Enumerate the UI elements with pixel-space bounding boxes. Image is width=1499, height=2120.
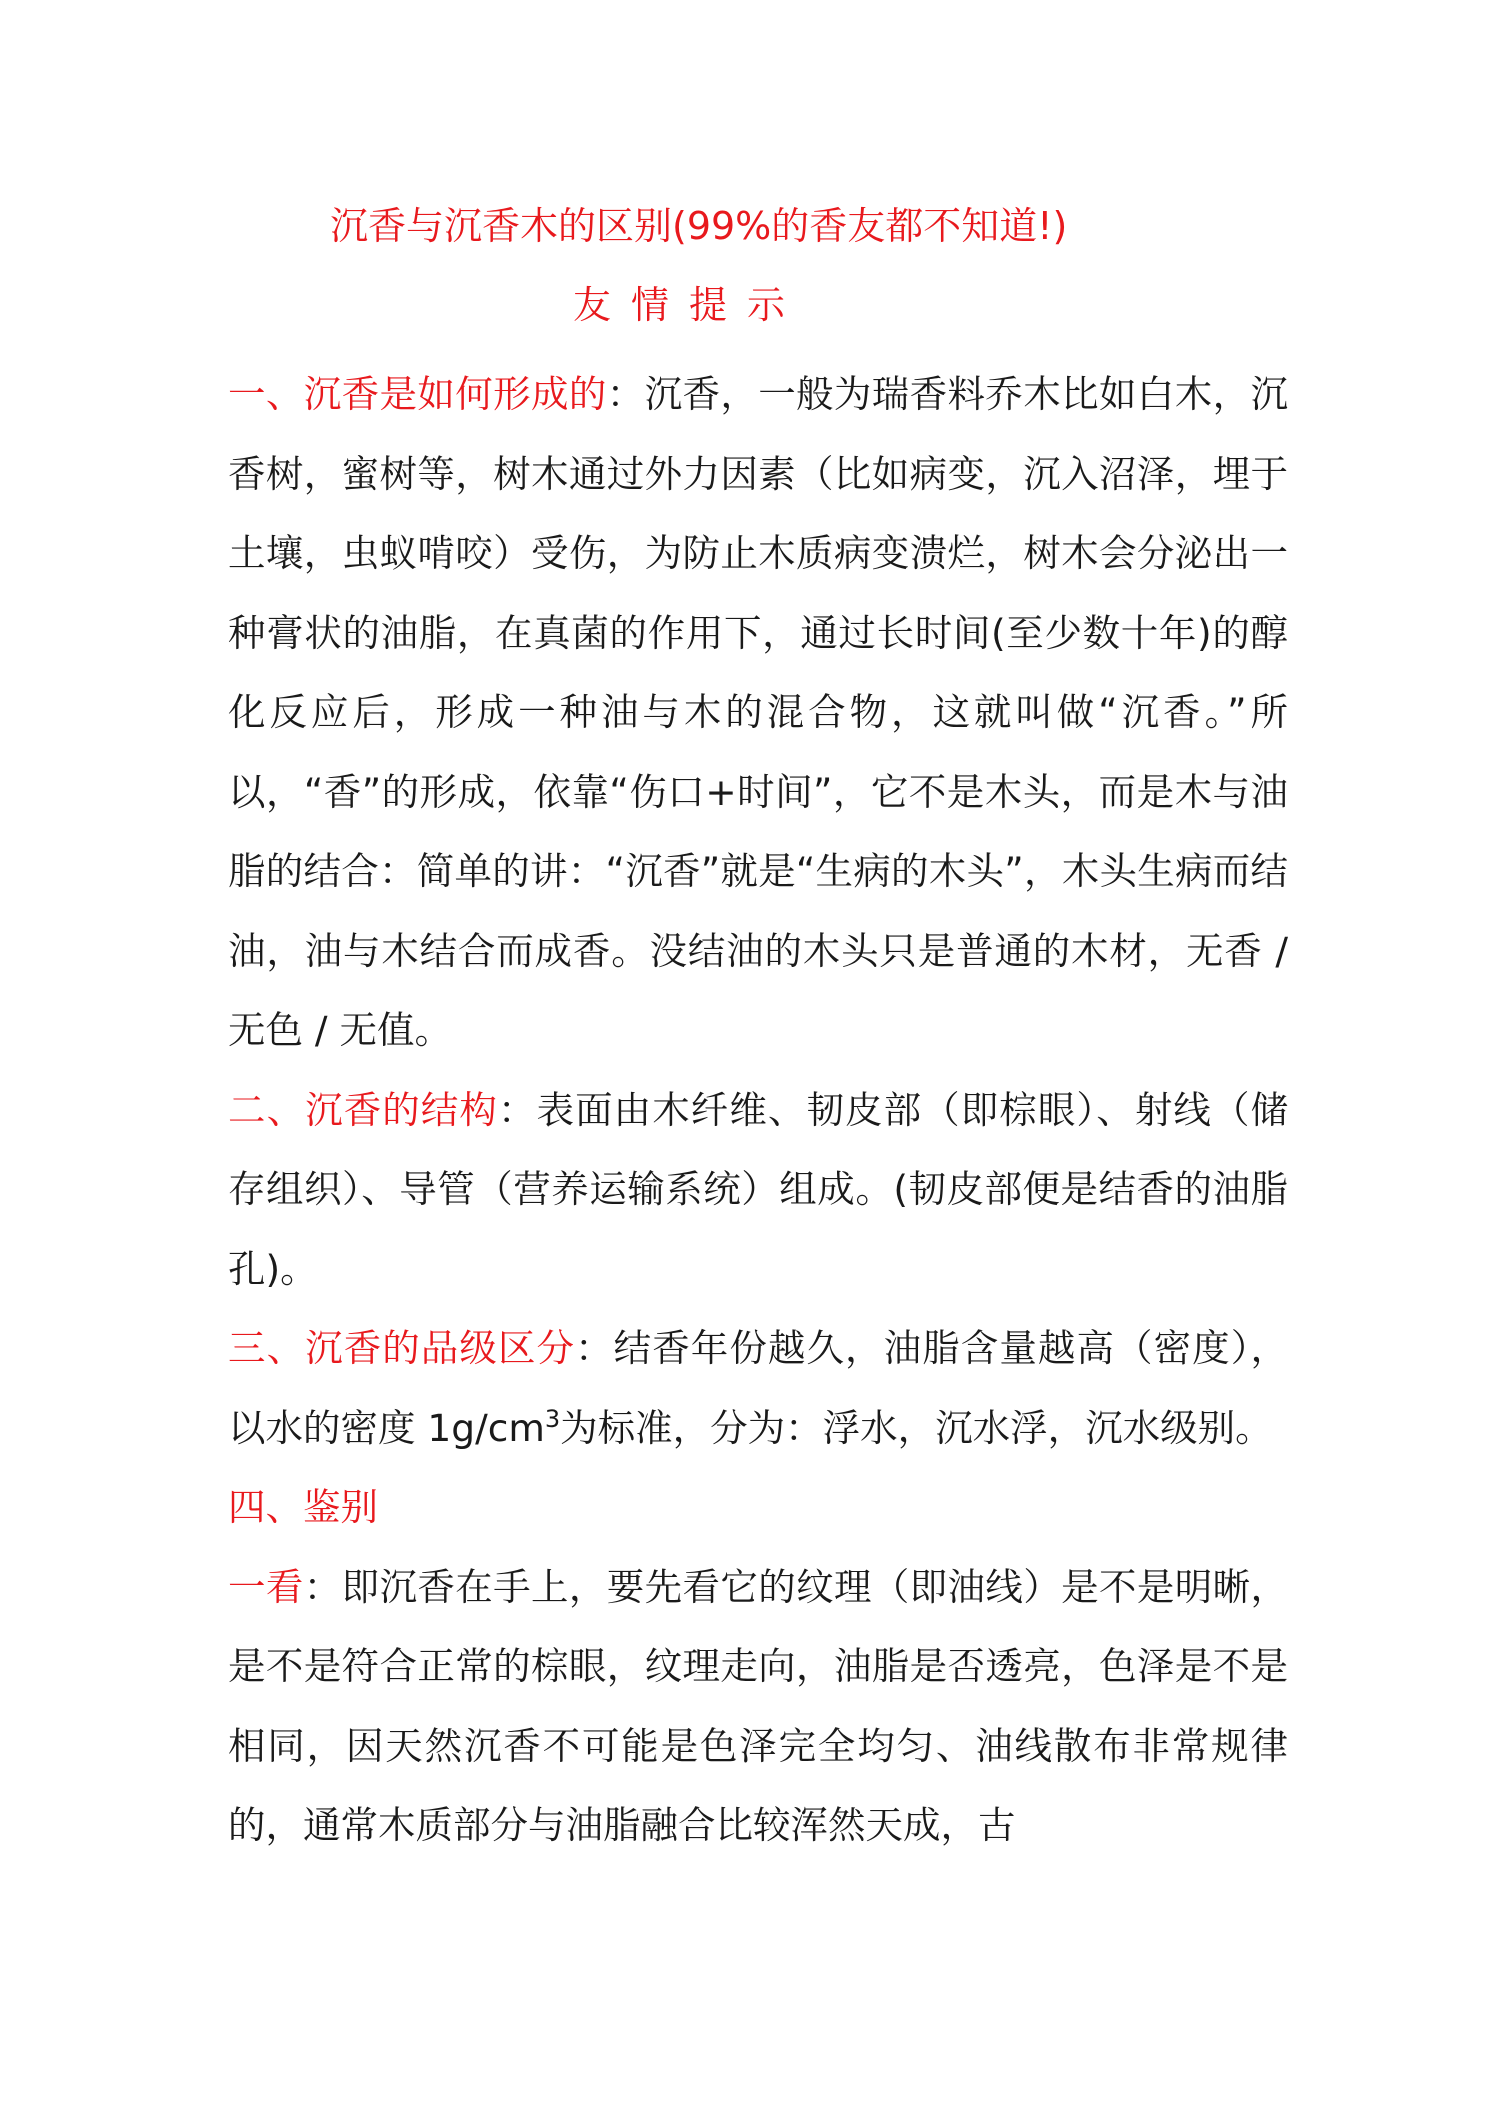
section-heading: 一、沉香是如何形成的 <box>228 372 607 416</box>
section-heading: 二、沉香的结构 <box>228 1087 498 1132</box>
section-separator: ： <box>497 1087 537 1132</box>
section-text: 即沉香在手上，要先看它的纹理（即油线）是不是明晰，是不是符合正常的棕眼，纹理走向，油脂是否透亮，色泽是不是相同，因天然沉香不可能是色泽完全均匀、油线散布非常规律的，通常木质部分与油脂融合比较浑然天成，古 <box>228 1564 1289 1847</box>
section-heading: 四、鉴别 <box>228 1485 378 1529</box>
section-text: 结香年份越久，油脂含量越高（密度），以水的密度 1g/cm <box>228 1326 1289 1450</box>
section-text: 沉香，一般为瑞香料乔木比如白木，沉香树，蜜树等，树木通过外力因素（比如病变，沉入沼泽，埋于土壤，虫蚁啃咬）受伤，为防止木质病变溃烂，树木会分泌出一种膏状的油脂，在真菌的作用下，通过长时间(至少数十年)的醇化反应后，形成一种油与木的混合物，这就叫做“沉香。”所以，“香”的形成，依靠“伤口+时间”，它不是木头，而是木与油脂的结合：简单的讲：“沉香”就是“生病的木头”，木头生病而结油，油与木结合而成香。没结油的木头只是普通的木材，无香 / 无色 / 无值。 <box>228 372 1289 1052</box>
section-heading: 一看 <box>228 1564 304 1609</box>
section-separator: ： <box>606 372 645 416</box>
section-structure <box>228 1071 1288 1310</box>
section-heading: 三、沉香的品级区分 <box>228 1326 576 1370</box>
section-text: 表面由木纤维、韧皮部（即棕眼）、射线（储存组织）、导管（营养运输系统）组成。(韧皮部便是结香的油脂孔)。 <box>228 1087 1289 1291</box>
document-subtitle: 友情提示 <box>573 283 806 327</box>
section-look <box>228 1548 1288 1866</box>
document-title: 沉香与沉香木的区别(99%的香友都不知道!) <box>330 204 1068 248</box>
section-identification <box>228 1468 1288 1548</box>
section-separator: ： <box>575 1326 614 1370</box>
section-formation <box>228 355 1288 1071</box>
section-grades <box>228 1309 1288 1468</box>
section-separator: ： <box>303 1564 342 1609</box>
section-text-continued: 为标准，分为：浮水，沉水浮，沉水级别。 <box>560 1405 1273 1450</box>
document-body <box>228 355 1288 1866</box>
superscript-three: 3 <box>544 1404 561 1433</box>
